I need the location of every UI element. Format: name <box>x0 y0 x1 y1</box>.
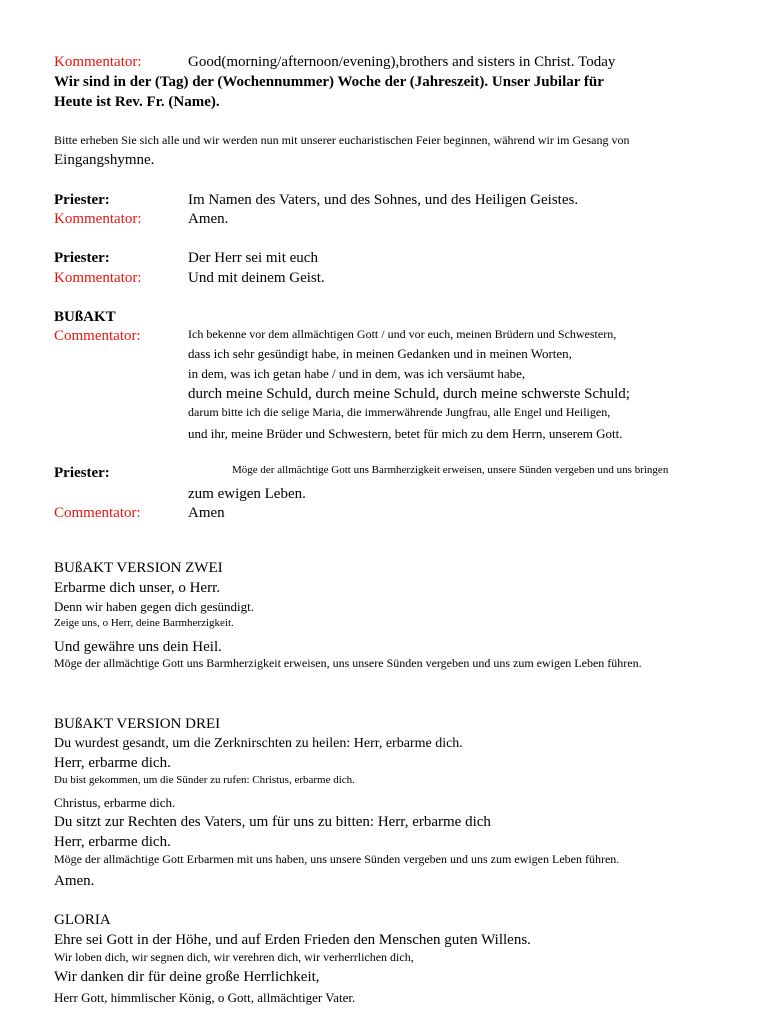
dialogue-text: Im Namen des Vaters, und des Sohnes, und des Heiligen Geistes. <box>188 192 579 208</box>
prayer-line: Herr, erbarme dich. <box>54 755 171 771</box>
prayer-line: Denn wir haben gegen dich gesündigt. <box>54 599 255 614</box>
prayer-line: Zeige uns, o Herr, deine Barmherzigkeit. <box>54 617 234 629</box>
section-heading: GLORIA <box>54 912 111 928</box>
speaker-label: Kommentator: <box>54 54 142 70</box>
speaker-label: Kommentator: <box>54 211 142 227</box>
prayer-line: und ihr, meine Brüder und Schwestern, betet für mich zu dem Herrn, unserem Gott. <box>188 426 623 441</box>
speaker-label: Commentator: <box>54 328 141 344</box>
prayer-line: Christus, erbarme dich. <box>54 795 176 810</box>
dialogue-text: zum ewigen Leben. <box>188 486 306 502</box>
instruction-line: Bitte erheben Sie sich alle und wir werden nun mit unserer eucharistischen Feier beginnen, während wir im Gesang von <box>54 133 630 147</box>
section-heading: BUßAKT VERSION ZWEI <box>54 560 223 576</box>
section-heading: BUßAKT <box>54 309 116 325</box>
dialogue-text: Der Herr sei mit euch <box>188 250 318 266</box>
instruction-line: Eingangshymne. <box>54 152 155 168</box>
intro-bold-line: Wir sind in der (Tag) der (Wochennummer) Woche der (Jahreszeit). Unser Jubilar für <box>54 74 604 90</box>
speaker-label: Kommentator: <box>54 270 142 286</box>
prayer-line: Herr Gott, himmlischer König, o Gott, allmächtiger Vater. <box>54 990 356 1005</box>
prayer-line: darum bitte ich die selige Maria, die immerwährende Jungfrau, alle Engel und Heiligen, <box>188 405 611 419</box>
prayer-line: Du wurdest gesandt, um die Zerknirschten zu heilen: Herr, erbarme dich. <box>54 736 463 751</box>
prayer-line: Du sitzt zur Rechten des Vaters, um für uns zu bitten: Herr, erbarme dich <box>54 814 491 830</box>
speaker-label: Priester: <box>54 465 110 481</box>
prayer-line: durch meine Schuld, durch meine Schuld, durch meine schwerste Schuld; <box>188 386 630 402</box>
prayer-line: Möge der allmächtige Gott uns Barmherzigkeit erweisen, uns unsere Sünden vergeben und uns zum ewigen Leben führen. <box>54 656 642 670</box>
prayer-line: in dem, was ich getan habe / und in dem, was ich versäumt habe, <box>188 366 526 381</box>
prayer-line: Erbarme dich unser, o Herr. <box>54 580 221 596</box>
speaker-label: Commentator: <box>54 505 141 521</box>
dialogue-text: Möge der allmächtige Gott uns Barmherzigkeit erweisen, unsere Sünden vergeben und uns bringen <box>232 464 669 476</box>
intro-line: Good(morning/afternoon/evening),brothers and sisters in Christ. Today <box>188 54 616 70</box>
intro-bold-line: Heute ist Rev. Fr. (Name). <box>54 94 220 110</box>
prayer-line: Amen. <box>54 873 95 889</box>
prayer-line: Herr, erbarme dich. <box>54 834 171 850</box>
dialogue-text: Amen. <box>188 211 229 227</box>
prayer-line: Du bist gekommen, um die Sünder zu rufen: Christus, erbarme dich. <box>54 774 355 786</box>
dialogue-text: Amen <box>188 505 225 521</box>
prayer-line: Und gewähre uns dein Heil. <box>54 639 222 655</box>
dialogue-text: Und mit deinem Geist. <box>188 270 325 286</box>
prayer-line: Wir danken dir für deine große Herrlichkeit, <box>54 969 320 985</box>
speaker-label: Priester: <box>54 250 110 266</box>
speaker-label: Priester: <box>54 192 110 208</box>
prayer-line: dass ich sehr gesündigt habe, in meinen Gedanken und in meinen Worten, <box>188 346 572 361</box>
prayer-line: Ehre sei Gott in der Höhe, und auf Erden Frieden den Menschen guten Willens. <box>54 932 531 948</box>
section-heading: BUßAKT VERSION DREI <box>54 716 221 732</box>
prayer-line: Wir loben dich, wir segnen dich, wir verehren dich, wir verherrlichen dich, <box>54 950 414 964</box>
prayer-line: Ich bekenne vor dem allmächtigen Gott / und vor euch, meinen Brüdern und Schwestern, <box>188 327 617 341</box>
prayer-line: Möge der allmächtige Gott Erbarmen mit uns haben, uns unsere Sünden vergeben und uns zum ewigen Leben führen. <box>54 852 620 866</box>
